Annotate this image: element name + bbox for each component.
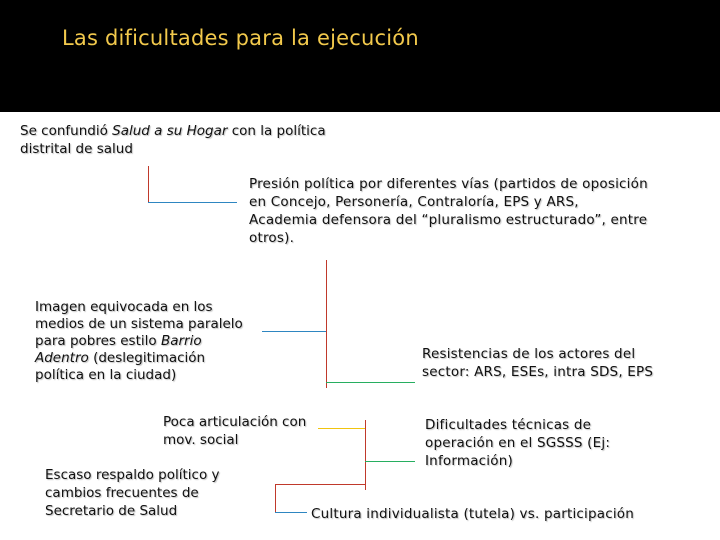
root-text-line2: distrital de salud [20, 141, 133, 157]
escaso-line-2: cambios frecuentes de [45, 485, 199, 501]
poca-line-1: Poca articulación con [163, 414, 307, 430]
node-resistencias [422, 345, 712, 381]
connector-cultura [275, 512, 307, 513]
connector-trunk-upper [326, 260, 327, 388]
presion-line-3: Academia defensora del “pluralismo estructurado”, entre [249, 212, 648, 228]
node-imagen-equivocada [35, 299, 275, 384]
dificultades-line-3: Información) [425, 453, 513, 469]
presion-line-1: Presión política por diferentes vías (partidos de oposición [249, 176, 648, 192]
connector-escaso-vertical [275, 484, 276, 512]
imagen-line-3-italic: Barrio [160, 333, 202, 349]
escaso-line-1: Escaso respaldo político y [45, 467, 220, 483]
root-text-italic: Salud a su Hogar [112, 123, 228, 139]
node-presion-politica [249, 175, 689, 247]
presion-line-4: otros). [249, 230, 295, 246]
resistencias-line-2: sector: ARS, ESEs, intra SDS, EPS [422, 364, 654, 380]
node-escaso-respaldo [45, 466, 265, 520]
root-node [20, 122, 380, 158]
node-poca-articulacion [163, 413, 363, 449]
root-text-after: con la política [227, 123, 326, 139]
imagen-line-5: política en la ciudad) [35, 367, 177, 383]
connector-trunk-lower [365, 420, 366, 490]
node-dificultades-tecnicas [425, 416, 665, 470]
imagen-line-3: para pobres estilo [35, 333, 161, 349]
cultura-line-1: Cultura individualista (tutela) vs. participación [311, 506, 634, 522]
connector-escaso [275, 484, 365, 485]
connector-presion [148, 202, 237, 203]
imagen-line-4: (deslegitimación [88, 350, 206, 366]
slide-title: Las dificultades para la ejecución [62, 26, 419, 50]
connector-dificultades [365, 461, 415, 462]
escaso-line-3: Secretario de Salud [45, 503, 178, 519]
root-text-before: Se confundió [20, 123, 113, 139]
imagen-line-4-italic: Adentro [35, 350, 89, 366]
imagen-line-1: Imagen equivocada en los [35, 299, 213, 315]
node-cultura-individualista [311, 505, 711, 523]
resistencias-line-1: Resistencias de los actores del [422, 346, 636, 362]
dificultades-line-2: operación en el SGSSS (Ej: [425, 435, 611, 451]
poca-line-2: mov. social [163, 432, 239, 448]
presion-line-2: en Concejo, Personería, Contraloría, EPS y ARS, [249, 194, 579, 210]
imagen-line-2: medios de un sistema paralelo [35, 316, 243, 332]
dificultades-line-1: Dificultades técnicas de [425, 417, 592, 433]
connector-resistencias [326, 382, 415, 383]
connector-root-vertical [148, 166, 149, 202]
header-bar [0, 0, 720, 112]
